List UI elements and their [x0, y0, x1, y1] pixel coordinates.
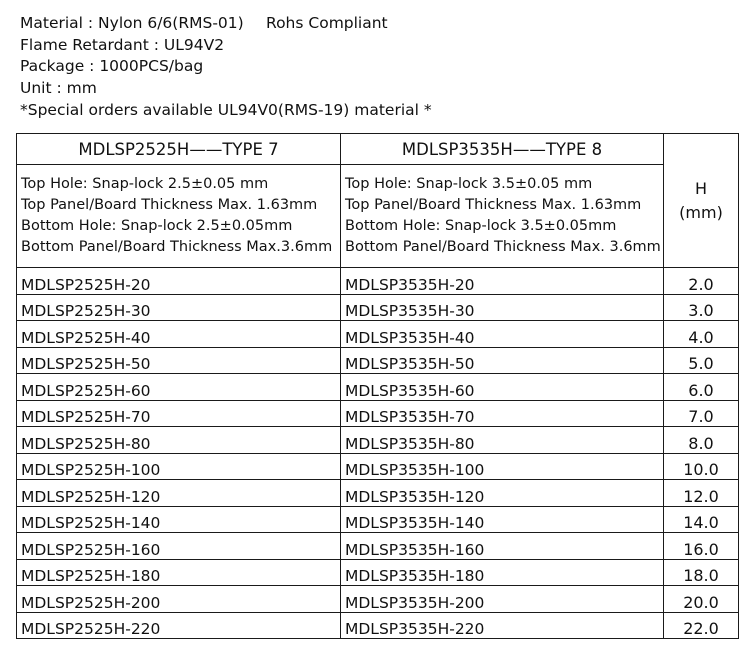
type7-part-number: MDLSP2525H-160 [17, 533, 341, 560]
type7-part-number: MDLSP2525H-60 [17, 374, 341, 401]
height-column-header [664, 134, 739, 268]
table-row [17, 533, 739, 560]
table-row [17, 268, 739, 295]
type8-desc-line: Top Hole: Snap-lock 3.5±0.05 mm [345, 176, 593, 192]
type8-part-number: MDLSP3535H-140 [341, 506, 664, 533]
table-header-title-row [17, 134, 739, 165]
height-value: 3.0 [664, 294, 739, 321]
type8-desc-line: Bottom Hole: Snap-lock 3.5±0.05mm [345, 218, 617, 234]
type7-part-number: MDLSP2525H-20 [17, 268, 341, 295]
type8-part-number: MDLSP3535H-120 [341, 480, 664, 507]
type7-part-number: MDLSP2525H-70 [17, 400, 341, 427]
type7-desc-line: Top Hole: Snap-lock 2.5±0.05 mm [21, 176, 269, 192]
type8-part-number: MDLSP3535H-200 [341, 586, 664, 613]
height-header-unit: (mm) [679, 202, 723, 222]
height-header-label: H [694, 178, 708, 198]
type7-part-number: MDLSP2525H-100 [17, 453, 341, 480]
type8-part-number: MDLSP3535H-50 [341, 347, 664, 374]
height-value: 22.0 [664, 612, 739, 639]
table-row [17, 321, 739, 348]
type8-part-number: MDLSP3535H-60 [341, 374, 664, 401]
type7-part-number: MDLSP2525H-200 [17, 586, 341, 613]
type8-part-number: MDLSP3535H-80 [341, 427, 664, 454]
height-value: 16.0 [664, 533, 739, 560]
table-row [17, 347, 739, 374]
table-row [17, 374, 739, 401]
table-row [17, 400, 739, 427]
table-header-desc-row [17, 165, 739, 268]
type7-part-number: MDLSP2525H-180 [17, 559, 341, 586]
spec-package: Package : 1000PCS/bag [20, 57, 204, 76]
type7-part-number: MDLSP2525H-140 [17, 506, 341, 533]
table-row [17, 480, 739, 507]
type8-part-number: MDLSP3535H-30 [341, 294, 664, 321]
height-value: 14.0 [664, 506, 739, 533]
table-row [17, 612, 739, 639]
type8-part-number: MDLSP3535H-20 [341, 268, 664, 295]
type8-part-number: MDLSP3535H-70 [341, 400, 664, 427]
type7-part-number: MDLSP2525H-30 [17, 294, 341, 321]
height-value: 4.0 [664, 321, 739, 348]
type8-part-number: MDLSP3535H-40 [341, 321, 664, 348]
table-row [17, 453, 739, 480]
spec-unit: Unit : mm [20, 79, 97, 98]
type7-desc-line: Bottom Panel/Board Thickness Max.3.6mm [21, 239, 333, 255]
type7-part-number: MDLSP2525H-220 [17, 612, 341, 639]
table-row [17, 427, 739, 454]
height-value: 6.0 [664, 374, 739, 401]
type8-part-number: MDLSP3535H-180 [341, 559, 664, 586]
type7-desc-line: Bottom Hole: Snap-lock 2.5±0.05mm [21, 218, 293, 234]
type7-title: MDLSP2525H——TYPE 7 [17, 134, 341, 165]
type8-desc-line: Top Panel/Board Thickness Max. 1.63mm [345, 197, 642, 213]
height-value: 20.0 [664, 586, 739, 613]
spec-material: Material : Nylon 6/6(RMS-01) [20, 14, 244, 32]
type8-part-number: MDLSP3535H-160 [341, 533, 664, 560]
rohs-compliant-label: Rohs Compliant [266, 14, 388, 32]
type8-description [341, 165, 664, 268]
table-row [17, 506, 739, 533]
table-row [17, 586, 739, 613]
type8-part-number: MDLSP3535H-220 [341, 612, 664, 639]
type7-part-number: MDLSP2525H-50 [17, 347, 341, 374]
type7-part-number: MDLSP2525H-120 [17, 480, 341, 507]
type8-title: MDLSP3535H——TYPE 8 [341, 134, 664, 165]
type8-part-number: MDLSP3535H-100 [341, 453, 664, 480]
height-value: 7.0 [664, 400, 739, 427]
spec-special-orders: *Special orders available UL94V0(RMS-19) material * [20, 100, 432, 119]
table-row [17, 559, 739, 586]
type7-description [17, 165, 341, 268]
type7-part-number: MDLSP2525H-80 [17, 427, 341, 454]
height-value: 18.0 [664, 559, 739, 586]
table-row [17, 294, 739, 321]
height-value: 5.0 [664, 347, 739, 374]
type7-desc-line: Top Panel/Board Thickness Max. 1.63mm [21, 197, 318, 213]
height-value: 8.0 [664, 427, 739, 454]
type8-desc-line: Bottom Panel/Board Thickness Max. 3.6mm [345, 239, 661, 255]
height-value: 2.0 [664, 268, 739, 295]
height-value: 12.0 [664, 480, 739, 507]
part-number-table [16, 133, 739, 639]
height-value: 10.0 [664, 453, 739, 480]
type7-part-number: MDLSP2525H-40 [17, 321, 341, 348]
spec-flame-retardant: Flame Retardant : UL94V2 [20, 35, 225, 54]
